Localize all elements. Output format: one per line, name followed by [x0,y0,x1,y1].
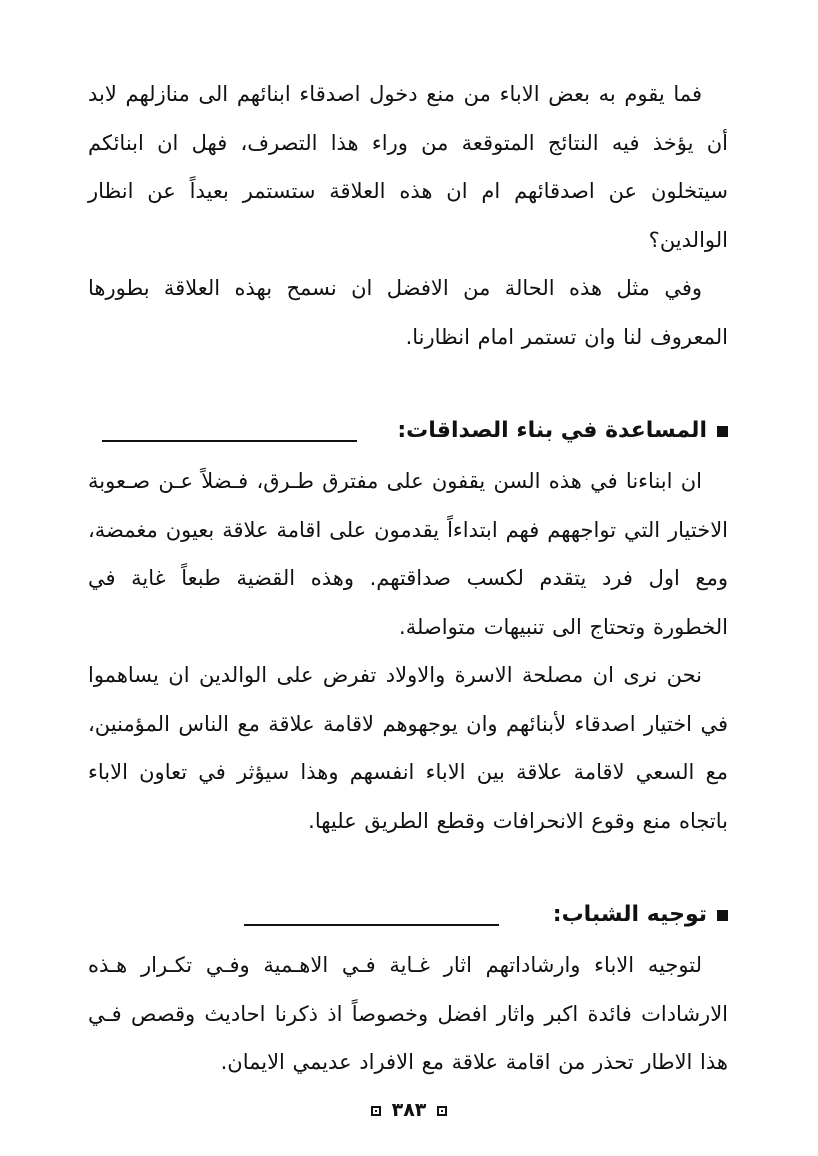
bullet-square-icon [717,426,728,437]
page-number: ٣٨٣ [391,1099,427,1121]
section-heading-friendship-help [88,411,728,451]
section-heading-text: المساعدة في بناء الصداقات: [397,418,707,443]
section-heading-text: توجيه الشباب: [552,902,707,927]
page-footer [0,1098,818,1122]
page-body [88,70,728,1087]
heading-underline-rule [244,924,499,926]
bullet-square-icon [717,910,728,921]
heading-underline-rule [102,440,357,442]
page-marker-icon [437,1106,447,1116]
page-marker-icon [371,1106,381,1116]
section-heading-youth-guidance [88,895,728,935]
paragraph-family-interest: نحن نرى ان مصلحة الاسرة والاولاد تفرض على الوالدين ان يساهموا في اختيار اصدقاء لأبنائهم وان يوجهوهم لاقامة علاقة مع الناس المؤمنين، مع السعي لاقامة علاقة بين الاباء انفسهم وهذا سيؤثر في تعاون الاباء باتجاه منع وقوع الانحرافات وقطع الطريق عليها. [88,663,728,833]
paragraph-parental-guidance: لتوجيه الاباء وارشاداتهم اثار غـاية فـي الاهـمية وفـي تكـرار هـذه الارشادات فائدة اكبر واثار افضل وخصوصاً اذ ذكرنا احاديث وقصص فـي هذا الاطار تحذر من اقامة علاقة مع الافراد عديمي الايمان. [88,953,728,1074]
paragraph-parents-preventing-friends: فما يقوم به بعض الاباء من منع دخول اصدقاء ابنائهم الى منازلهم لابد أن يؤخذ فيه النتائج المتوقعة من وراء هذا التصرف، فهل ان ابنائكم سيتخلون عن اصدقائهم ام ان هذه العلاقة ستستمر بعيداً عن انظار الوالدين؟ [88,82,728,252]
paragraph-allow-relationship: وفي مثل هذه الحالة من الافضل ان نسمح بهذه العلاقة بطورها المعروف لنا وان تستمر امام انظارنا. [88,276,728,349]
paragraph-crossroads: ان ابناءنا في هذه السن يقفون على مفترق طـرق، فـضلاً عـن صـعوبة الاختيار التي تواجههم فهم ابتداءاً يقدمون على اقامة علاقة بعيون مغمضة، ومع اول فرد يتقدم لكسب صداقتهم. وهذه القضية طبعاً غاية في الخطورة وتحتاج الى تنبيهات متواصلة. [88,469,728,639]
